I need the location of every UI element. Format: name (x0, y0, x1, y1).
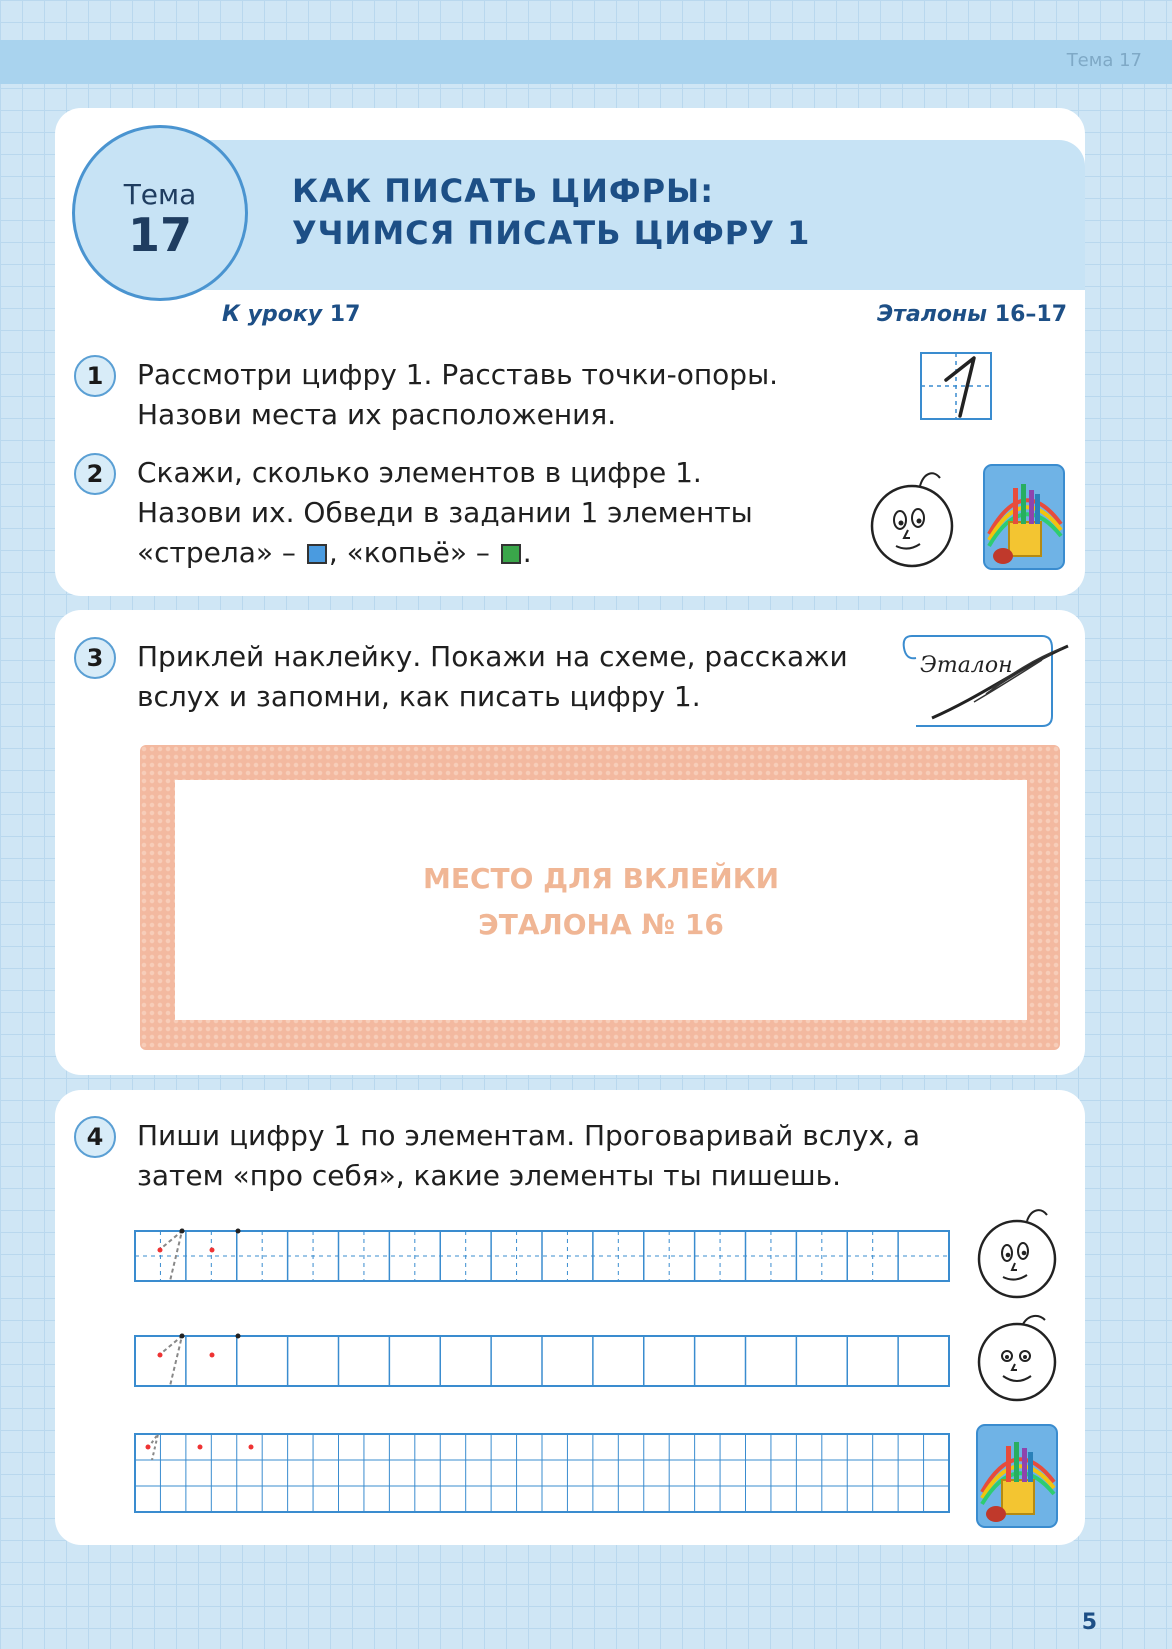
arrow-color-square (307, 544, 327, 564)
task-number-1: 1 (74, 355, 116, 397)
sticker-text-line-2: ЭТАЛОНА № 16 (478, 908, 724, 941)
theme-number: 17 (127, 208, 192, 262)
task-number-3: 3 (74, 637, 116, 679)
sticker-text-line-1: МЕСТО ДЛЯ ВКЛЕЙКИ (422, 862, 780, 895)
etalon-reference (877, 302, 1067, 327)
theme-badge (72, 125, 248, 301)
practice-row-cells[interactable] (134, 1330, 954, 1390)
sticker-area (175, 780, 1027, 1020)
task-3-line-2: вслух и запомни, как писать цифру 1. (137, 680, 701, 713)
task-2-line-3 (137, 533, 847, 573)
task-4-line-1: Пиши цифру 1 по элементам. Проговаривай вслух, а (137, 1119, 921, 1152)
arrow-label: «стрела» – (137, 536, 296, 569)
etalon-scroll-icon (902, 626, 1072, 736)
running-head: Тема 17 (1066, 50, 1142, 71)
task-2-line-1: Скажи, сколько элементов в цифре 1. (137, 456, 702, 489)
task-2-line-2: Назови их. Обведи в задании 1 элементы (137, 496, 753, 529)
page-number: 5 (1081, 1610, 1097, 1635)
practice-row-dashed[interactable] (134, 1225, 954, 1285)
lesson-number: 17 (329, 302, 361, 327)
task-3-line-1: Приклей наклейку. Покажи на схеме, расскажи (137, 640, 848, 673)
top-band (0, 40, 1172, 84)
task-3-text (137, 637, 887, 717)
theme-word: Тема (123, 178, 197, 211)
digit-one-sample-icon (918, 350, 994, 422)
etalon-prefix: Эталоны (877, 302, 988, 327)
pencil-cup-picture-icon (976, 1424, 1058, 1528)
smiley-face-icon (868, 462, 958, 572)
task-1-line-1: Рассмотри цифру 1. Расставь точки-опоры. (137, 358, 779, 391)
page-title-line-1: КАК ПИСАТЬ ЦИФРЫ: (292, 172, 714, 210)
task-4-line-2: затем «про себя», какие элементы ты пишешь. (137, 1159, 841, 1192)
task-number-4: 4 (74, 1116, 116, 1158)
pencil-cup-picture-icon (983, 464, 1065, 570)
page-title-line-2: УЧИМСЯ ПИСАТЬ ЦИФРУ 1 (292, 214, 811, 252)
task-1-text (137, 355, 847, 435)
lesson-prefix: К уроку (222, 302, 323, 327)
task-number-2: 2 (74, 453, 116, 495)
task-1-line-2: Назови места их расположения. (137, 398, 617, 431)
smiley-face-icon (975, 1205, 1065, 1301)
lesson-reference (222, 302, 360, 327)
spear-color-square (501, 544, 521, 564)
task-4-text (137, 1116, 1062, 1196)
task-2-text (137, 453, 847, 573)
spear-label: , «копьё» – (328, 536, 490, 569)
practice-row-grid[interactable] (134, 1428, 954, 1518)
etalon-badge-text: Эталон (920, 653, 1013, 678)
line3-end: . (522, 536, 532, 569)
smiley-face-icon (975, 1312, 1065, 1404)
etalon-range: 16–17 (994, 302, 1067, 327)
